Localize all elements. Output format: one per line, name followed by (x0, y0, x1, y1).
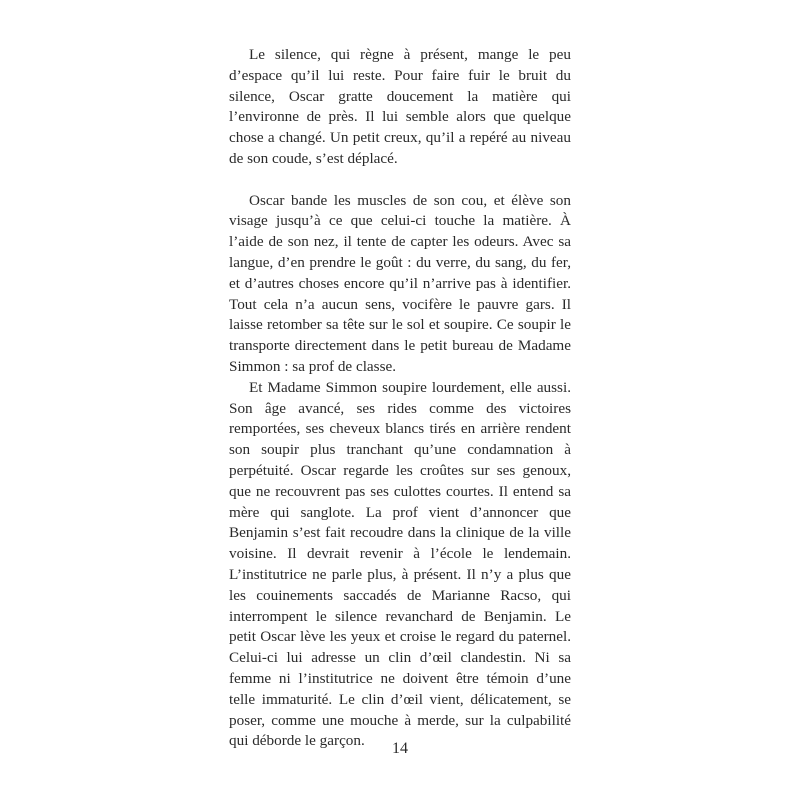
page-number: 14 (392, 740, 408, 757)
paragraph-3: Et Madame Simmon soupire lourdement, elle aussi. Son âge avancé, ses rides comme des victoires remportées, ses cheveux blancs tirés en arrière rendent son soupir plus tranchant qu’une condamnation à perpétuité. Oscar regarde les croûtes sur ses genoux, que ne recouvrent pas ses culottes courtes. Il entend sa mère qui sanglote. La prof vient d’annoncer que Benjamin s’est fait recoudre dans la clinique de la ville voisine. Il devrait revenir à l’école le lendemain. L’institutrice ne parle plus, à présent. Il n’y a plus que les couinements saccadés de Marianne Racso, qui interrompent le silence revanchard de Benjamin. Le petit Oscar lève les yeux et croise le regard du paternel. Celui-ci lui adresse un clin d’œil clandestin. Ni sa femme ni l’institutrice ne doivent être témoin d’une telle immaturité. Le clin d’œil vient, délicatement, se poser, comme une mouche à merde, sur la culpabilité qui déborde le garçon. (229, 378, 571, 750)
body-text (229, 45, 571, 752)
paragraph-1: Le silence, qui règne à présent, mange le peu d’espace qu’il lui reste. Pour faire fuir le bruit du silence, Oscar gratte doucement la matière qui l’environne de près. Il lui semble alors que quelque chose a changé. Un petit creux, qu’il a repéré au niveau de son coude, s’est déplacé. (229, 46, 571, 167)
paragraph-2: Oscar bande les muscles de son cou, et élève son visage jusqu’à ce que celui-ci touche la matière. À l’aide de son nez, il tente de capter les odeurs. Avec sa langue, d’en prendre le goût : du verre, du sang, du fer, et d’autres choses encore qu’il n’arrive pas à identifier. Tout cela n’a aucun sens, vocifère le pauvre gars. Il laisse retomber sa tête sur le sol et soupire. Ce soupir le transporte directement dans le petit bureau de Madame Simmon : sa prof de classe. (229, 191, 571, 375)
